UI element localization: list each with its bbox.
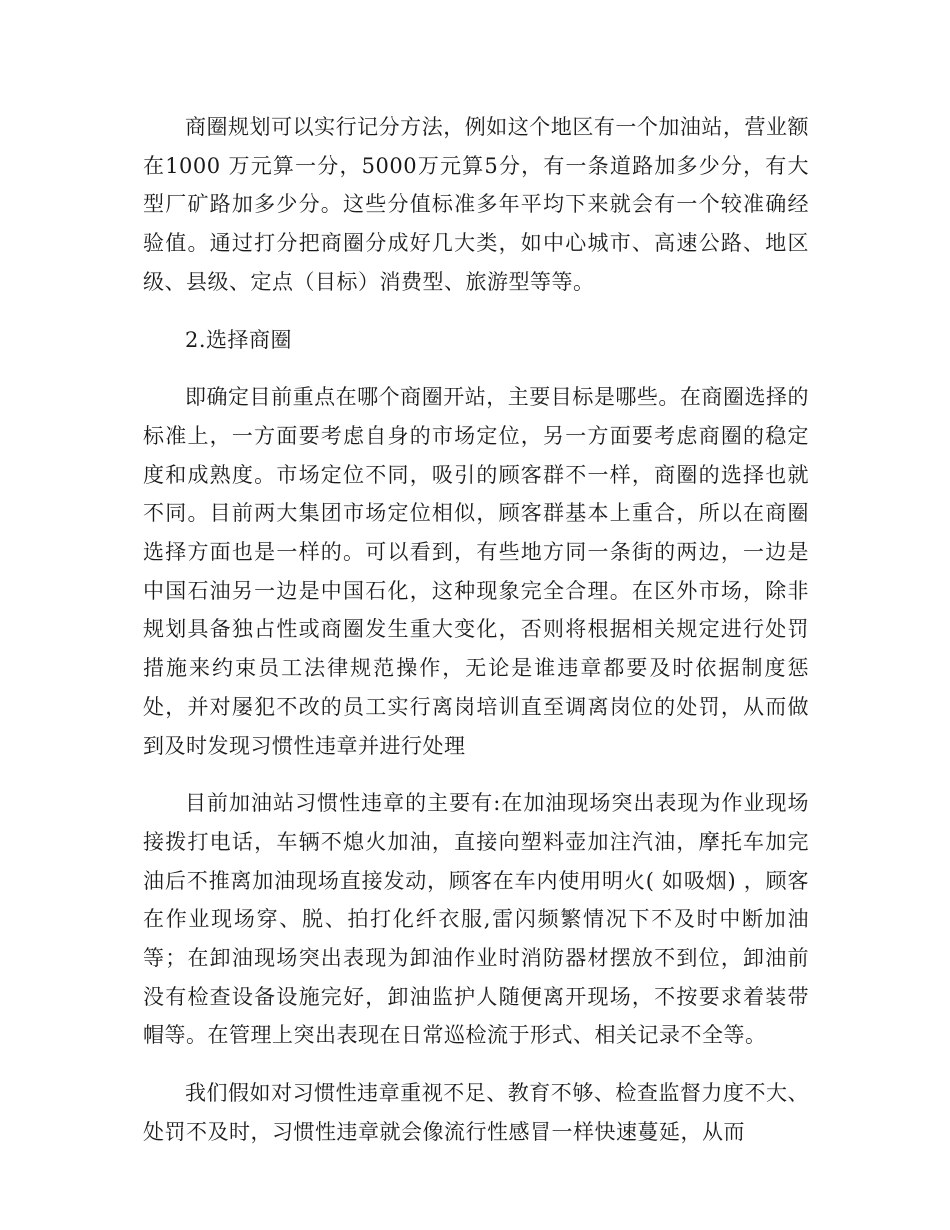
paragraph-violations: 目前加油站习惯性违章的主要有:在加油现场突出表现为作业现场接拨打电话，车辆不熄火加油，直接向塑料壶加注汽油，摩托车加完油后不推离加油现场直接发动，顾客在车内使用明火( 如吸烟) ，顾客在作业现场穿、脱、拍打化纤衣服,雷闪频繁情况下不及时中断加油等；在卸油现场突出表现为卸油作业时消防器材摆放不到位，卸油前没有检查设备设施完好，卸油监护人随便离开现场，不按要求着装带帽等。在管理上突出表现在日常巡检流于形式、相关记录不全等。 [143, 791, 809, 1048]
paragraph-select-area: 即确定目前重点在哪个商圈开站，主要目标是哪些。在商圈选择的标准上，一方面要考虑自身的市场定位，另一方面要考虑商圈的稳定度和成熟度。市场定位不同，吸引的顾客群不一样，商圈的选择也就不同。目前两大集团市场定位相似，顾客群基本上重合，所以在商圈选择方面也是一样的。可以看到，有些地方同一条街的两边，一边是中国石油另一边是中国石化，这种现象完全合理。在区外市场，除非规划具备独占性或商圈发生重大变化，否则将根据相关规定进行处罚措施来约束员工法律规范操作，无论是谁违章都要及时依据制度惩处，并对屡犯不改的员工实行离岗培训直至调离岗位的处罚，从而做到及时发现习惯性违章并进行处理 [143, 385, 809, 758]
paragraph-scoring-method: 商圈规划可以实行记分方法，例如这个地区有一个加油站，营业额在1000 万元算一分，5000万元算5分，有一条道路加多少分，有大型厂矿路加多少分。这些分值标准多年平均下来就会有一个较准确经验值。通过打分把商圈分成好几大类，如中心城市、高速公路、地区级、县级、定点（目标）消费型、旅游型等等。 [143, 115, 809, 294]
section-heading-select-area: 2.选择商圈 [185, 327, 293, 352]
document-page [143, 108, 809, 1152]
paragraph-consequences: 我们假如对习惯性违章重视不足、教育不够、检查监督力度不大、处罚不及时，习惯性违章就会像流行性感冒一样快速蔓延，从而 [143, 1081, 809, 1144]
